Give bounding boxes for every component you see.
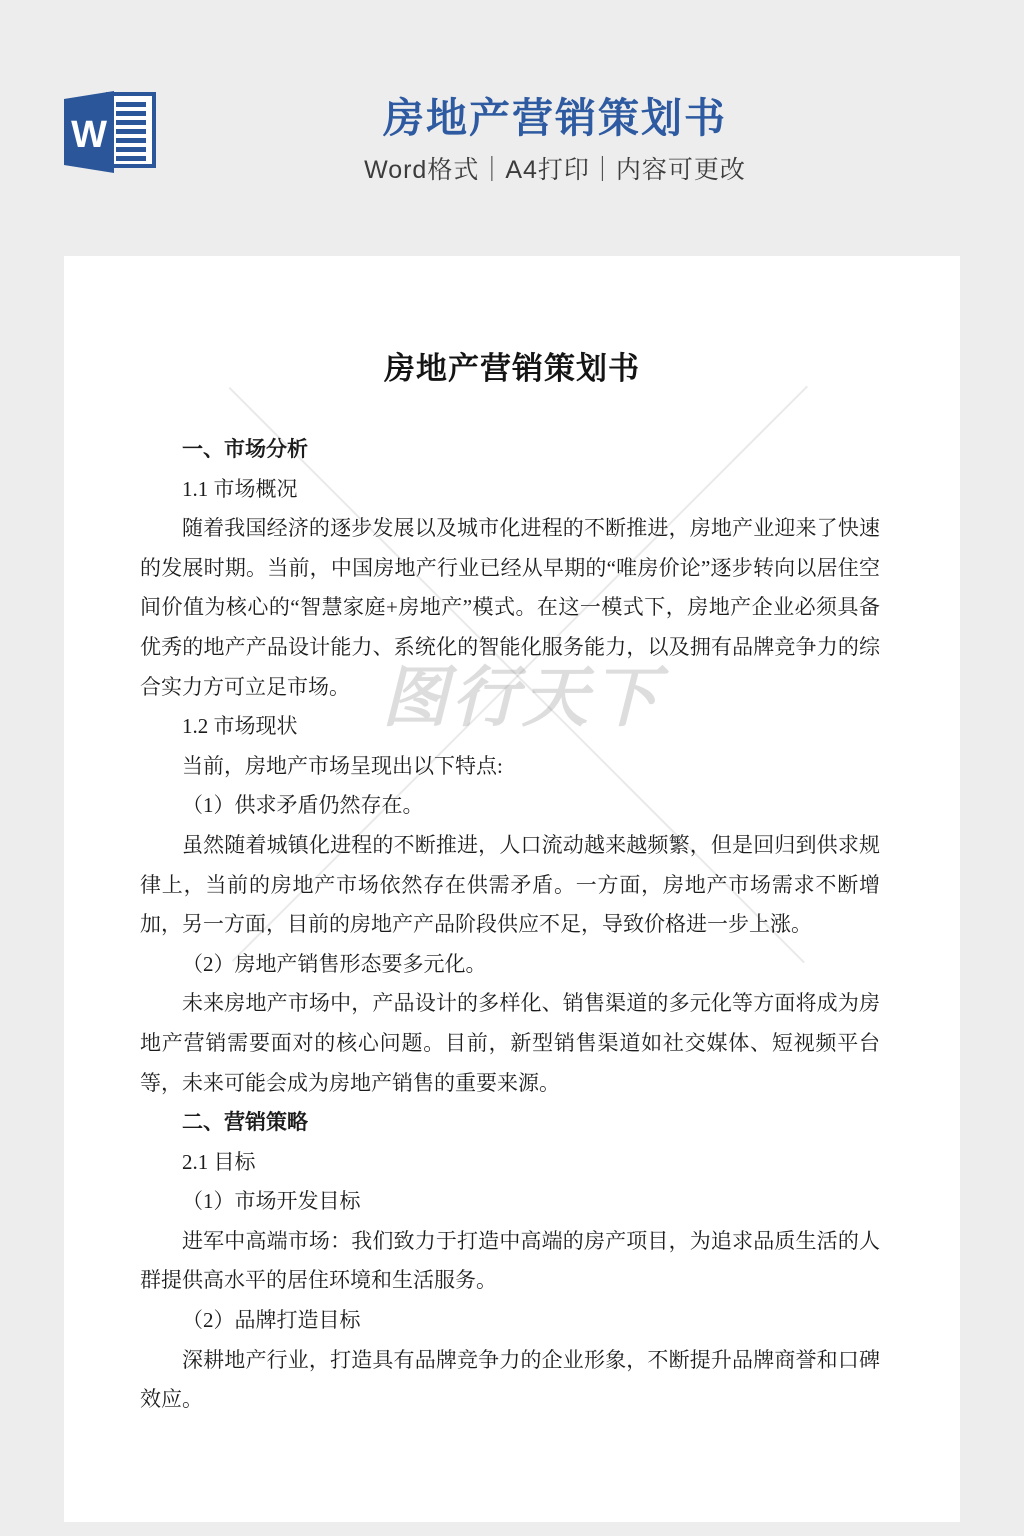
- header-subtitle: Word格式｜A4打印｜内容可更改: [364, 156, 746, 185]
- paragraph: （1）供求矛盾仍然存在。: [182, 793, 424, 818]
- paragraph: 进军中高端市场：我们致力于打造中高端的房产项目，为追求品质生活的人群提供高水平的居住环境和生活服务。: [140, 1228, 880, 1293]
- word-icon-letter: W: [71, 114, 107, 156]
- document-title: 房地产营销策划书: [384, 351, 640, 386]
- document-body: [140, 430, 880, 1420]
- paragraph: （2）房地产销售形态要多元化。: [182, 951, 487, 976]
- paragraph: 当前，房地产市场呈现出以下特点:: [182, 753, 503, 778]
- paragraph: 虽然随着城镇化进程的不断推进，人口流动越来越频繁，但是回归到供求规律上，当前的房地产市场依然存在供需矛盾。一方面，房地产市场需求不断增加，另一方面，目前的房地产产品阶段供应不足，导致价格进一步上涨。: [140, 832, 880, 937]
- document-page: [64, 256, 960, 1522]
- paragraph: 二、营销策略: [182, 1110, 308, 1135]
- paragraph: 一、市场分析: [182, 437, 308, 461]
- watermark-text: 图行天下: [382, 658, 662, 736]
- paragraph: （2）品牌打造目标: [182, 1308, 361, 1333]
- paragraph: 深耕地产行业，打造具有品牌竞争力的企业形象，不断提升品牌商誉和口碑效应。: [140, 1347, 880, 1412]
- paragraph: （1）市场开发目标: [182, 1189, 361, 1214]
- paragraph: 未来房地产市场中，产品设计的多样化、销售渠道的多元化等方面将成为房地产营销需要面对的核心问题。目前，新型销售渠道如社交媒体、短视频平台等，未来可能会成为房地产销售的重要来源。: [140, 991, 880, 1095]
- paragraph: 2.1 目标: [182, 1149, 256, 1174]
- header-title: 房地产营销策划书: [383, 95, 727, 141]
- word-file-icon: [62, 90, 158, 179]
- paragraph: 1.1 市场概况: [182, 476, 298, 501]
- paragraph: 随着我国经济的逐步发展以及城市化进程的不断推进，房地产业迎来了快速的发展时期。当前，中国房地产行业已经从早期的“唯房价论”逐步转向以居住空间价值为核心的“智慧家庭+房地产”模式。在这一模式下，房地产企业必须具备优秀的地产产品设计能力、系统化的智能化服务能力，以及拥有品牌竞争力的综合实力方可立足市场。: [140, 516, 880, 699]
- paragraph: 1.2 市场现状: [182, 714, 298, 739]
- header: [150, 94, 960, 185]
